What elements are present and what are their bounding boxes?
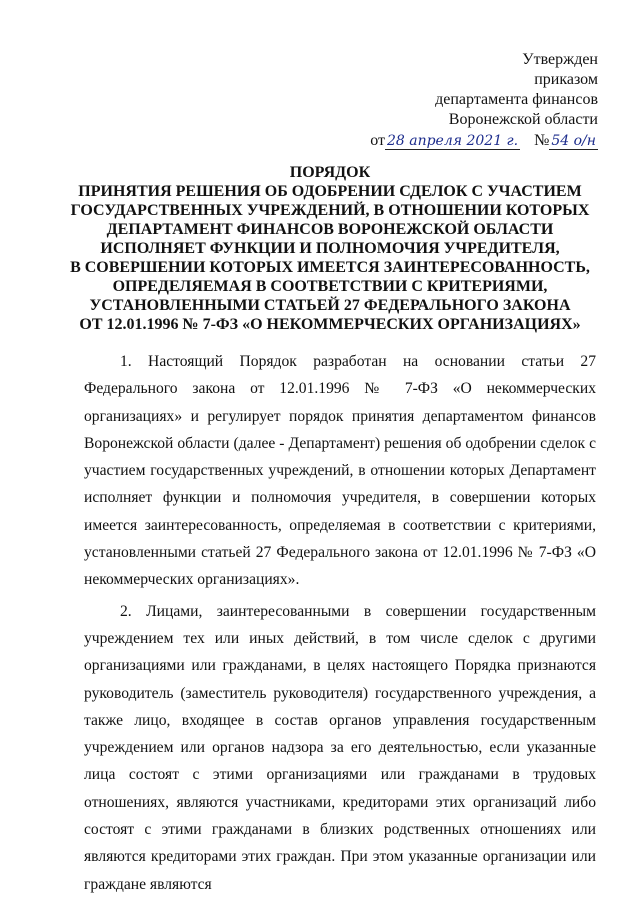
number-prefix: № (534, 132, 550, 149)
heading-line: УСТАНОВЛЕННЫМИ СТАТЬЕЙ 27 ФЕДЕРАЛЬНОГО ЗАКОНА (89, 297, 571, 314)
handwritten-date: 28 апреля 2021 г. (386, 133, 519, 149)
paragraph-2: 2. Лицами, заинтересованными в совершении государственным учреждением тех или иных действий, в том числе сделок с другими организациями или гражданами, в целях настоящего Порядка признаются руководитель (заместитель руководителя) государственного учреждения, а также лицо, входящее в состав органов управления государственным учреждением или органов надзора за его деятельностью, если указанные лица состоят с этими организациями или гражданами в трудовых отношениях, являются участниками, кредиторами этих организаций либо состоят с этими гражданами в близких родственных отношениях или являются кредиторами этих граждан. При этом указанные организации или граждане являются (84, 602, 596, 893)
heading-line: ГОСУДАРСТВЕННЫХ УЧРЕЖДЕНИЙ, В ОТНОШЕНИИ КОТОРЫХ (70, 202, 590, 219)
heading-line: ОПРЕДЕЛЯЕМАЯ В СООТВЕТСТВИИ С КРИТЕРИЯМИ, (112, 278, 548, 295)
heading-line: ИСПОЛНЯЕТ ФУНКЦИИ И ПОЛНОМОЧИЯ УЧРЕДИТЕЛЯ, (100, 240, 560, 257)
approval-line-region: Воронежской области (448, 111, 598, 128)
approval-line-department: департамента финансов (435, 91, 598, 108)
heading-line: ОТ 12.01.1996 № 7-ФЗ «О НЕКОММЕРЧЕСКИХ ОРГАНИЗАЦИЯХ» (79, 316, 581, 333)
approval-block (370, 50, 598, 151)
document-body (84, 348, 596, 898)
date-prefix: от (370, 132, 385, 149)
approval-line-order: приказом (534, 71, 598, 88)
approval-line-approved: Утвержден (522, 51, 598, 68)
heading-line: ПРИНЯТИЯ РЕШЕНИЯ ОБ ОДОБРЕНИИ СДЕЛОК С УЧАСТИЕМ (78, 183, 582, 200)
heading-line: В СОВЕРШЕНИИ КОТОРЫХ ИМЕЕТСЯ ЗАИНТЕРЕСОВАННОСТЬ, (70, 259, 590, 276)
handwritten-number: 54 о/н (551, 133, 596, 149)
heading-line: ДЕПАРТАМЕНТ ФИНАНСОВ ВОРОНЕЖСКОЙ ОБЛАСТИ (106, 221, 554, 238)
heading-title: ПОРЯДОК (289, 164, 371, 181)
approval-date-number-line (370, 131, 598, 151)
document-heading (60, 163, 600, 334)
paragraph-1: 1. Настоящий Порядок разработан на основании статьи 27 Федерального закона от 12.01.1996 № 7-ФЗ «О некоммерческих организациях» и регулирует порядок принятия департаментом финансов Воронежской области (далее - Департамент) решения об одобрении сделок с участием государственных учреждений, в отношении которых Департамент исполняет функции и полномочия учредителя, в совершении которых имеется заинтересованность, определяемая в соответствии с критериями, установленными статьей 27 Федерального закона от 12.01.1996 № 7-ФЗ «О некоммерческих организациях». (84, 353, 596, 589)
